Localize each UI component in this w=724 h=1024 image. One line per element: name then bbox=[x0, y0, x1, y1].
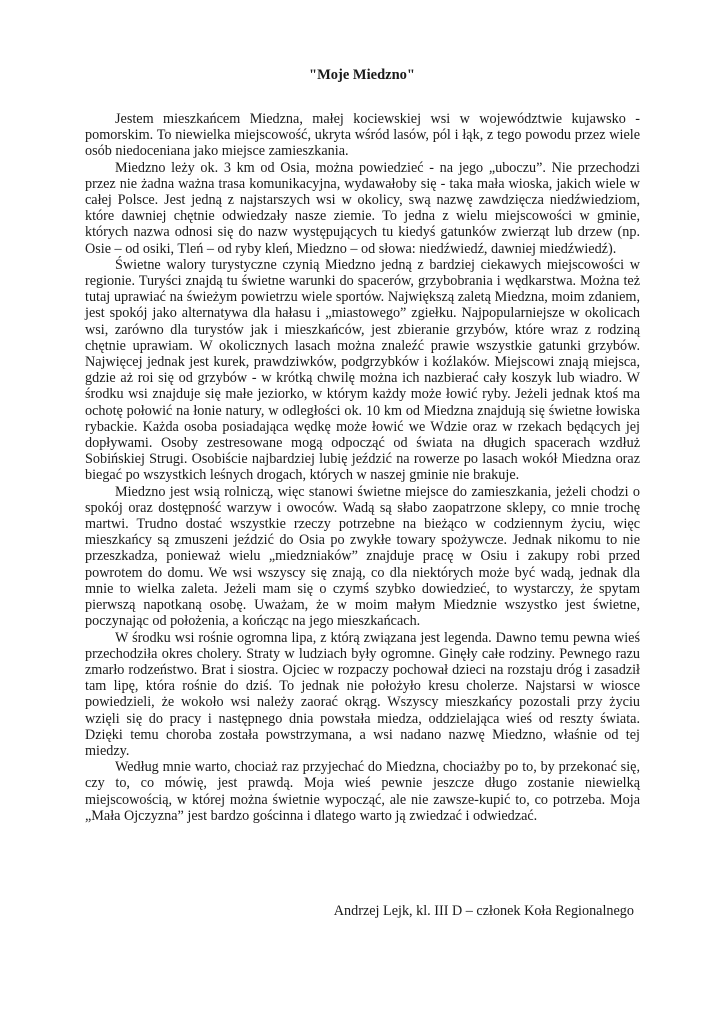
paragraph-village-life: Miedzno jest wsią rolniczą, więc stanowi świetne miejsce do zamieszkania, jeżeli chodzi o spokój oraz dostępność warzyw i owoców. Wadą są słabo zaopatrzone sklepy, co mnie trochę martwi. Trudno dostać wszystkie rzeczy potrzebne na bieżąco w codziennym życiu, więc mieszkańcy są zmuszeni jeździć do Osia po zwykłe towary spożywcze. Jednak nikomu to nie przeszkadza, ponieważ wielu „miedzniaków” znajduje pracę w Osiu i zakupy robi przed powrotem do domu. We wsi wszyscy się znają, co dla niektórych może być wadą, jednak dla mnie to wielka zaleta. Jeżeli mam się o czymś szybko dowiedzieć, to wystarczy, że spytam pierwszą napotkaną osobę. Uważam, że w moim małym Miedznie wszystko jest świetne, poczynając od położenia, a kończąc na jego mieszkańcach. bbox=[85, 483, 640, 630]
paragraph-tourism: Świetne walory turystyczne czynią Miedzno jedną z bardziej ciekawych miejscowości w regionie. Turyści znajdą tu świetne warunki do spacerów, grzybobrania i wędkarstwa. Można też tutaj uprawiać na świeżym powietrzu wiele sportów. Największą zaletą Miedzna, moim zdaniem, jest spokój jako alternatywa dla hałasu i „miastowego” zgiełku. Najpopularniejsze w okolicach wsi, zarówno dla turystów jak i mieszkańców, jest zbieranie grzybów, które wraz z rodziną chętnie uprawiam. W okolicznych lasach można znaleźć prawie wszystkie gatunki grzybów. Najwięcej jednak jest kurek, prawdziwków, podgrzybków i koźlaków. Miejscowi znają miejsca, gdzie aż roi się od grzybów - w krótką chwilę można ich nazbierać cały koszyk lub wiadro. W środku wsi znajduje się małe jeziorko, w którym każdy może łowić ryby. Jeżeli jednak ktoś ma ochotę połowić na łonie natury, w odległości ok. 10 km od Miedzna znajdują się świetne łowiska rybackie. Każda osoba posiadająca wędkę może łowić we Wdzie oraz w rzekach będących jej dopływami. Osoby zestresowane mogą odpocząć od świata na długich spacerach wzdłuż Sobińskiej Strugi. Osobiście najbardziej lubię jeździć na rowerze po lasach wokół Miedzna oraz biegać po wszystkich leśnych drogach, których w naszej gminie nie brakuje. bbox=[85, 256, 640, 484]
document-body bbox=[85, 111, 640, 824]
paragraph-location: Miedzno leży ok. 3 km od Osia, można powiedzieć - na jego „uboczu”. Nie przechodzi przez nie żadna ważna trasa komunikacyjna, wydawałoby się - taka mała wioska, jakich wiele w całej Polsce. Jest jedną z najstarszych wsi w okolicy, swą nazwę zawdzięcza niedźwiedziom, które dawniej chętnie odwiedzały nasze ziemie. To jedna z wielu miejscowości w gminie, których nazwa odnosi się do nazw występujących tu kiedyś gatunków zwierząt lub drzew (np. Osie – od osiki, Tleń – od ryby kleń, Miedzno – od słowa: niedźwiedź, dawniej miedźwiedź). bbox=[85, 159, 640, 257]
paragraph-intro: Jestem mieszkańcem Miedzna, małej kociewskiej wsi w województwie kujawsko - pomorskim. To niewielka miejscowość, ukryta wśród lasów, pól i łąk, z tego powodu przez wiele osób niedoceniana jako miejsce zamieszkania. bbox=[85, 111, 640, 160]
author-signature: Andrzej Lejk, kl. III D – członek Koła Regionalnego bbox=[333, 903, 634, 919]
paragraph-conclusion: Według mnie warto, chociaż raz przyjechać do Miedzna, chociażby po to, by przekonać się, czy to, co mówię, jest prawdą. Moja wieś pewnie jeszcze długo zostanie niewielką miejscowością, w której można świetnie wypocząć, ale nie zawsze-kupić to, co potrzeba. Moja „Mała Ojczyzna” jest bardzo gościnna i dlatego warto ją zwiedzać i odwiedzać. bbox=[85, 759, 640, 824]
paragraph-legend: W środku wsi rośnie ogromna lipa, z którą związana jest legenda. Dawno temu pewna wieś przechodziła okres cholery. Straty w ludziach były ogromne. Ginęły całe rodziny. Pewnego razu zmarło rodzeństwo. Brat i siostra. Ojciec w rozpaczy pochował dzieci na rozstaju dróg i zasadził tam lipę, która rośnie do dziś. To jednak nie położyło kresu cholerze. Najstarsi w wiosce powiedzieli, że wokoło wsi należy zaorać okrąg. Wszyscy mieszkańcy pozostali przy życiu wzięli się do pracy i następnego dnia powstała miedza, oddzielająca wieś od reszty świata. Dzięki temu choroba została powstrzymana, a wsi nadano nazwę Miedzno, właśnie od tej miedzy. bbox=[85, 629, 640, 759]
document-title: "Moje Miedzno" bbox=[309, 67, 415, 83]
